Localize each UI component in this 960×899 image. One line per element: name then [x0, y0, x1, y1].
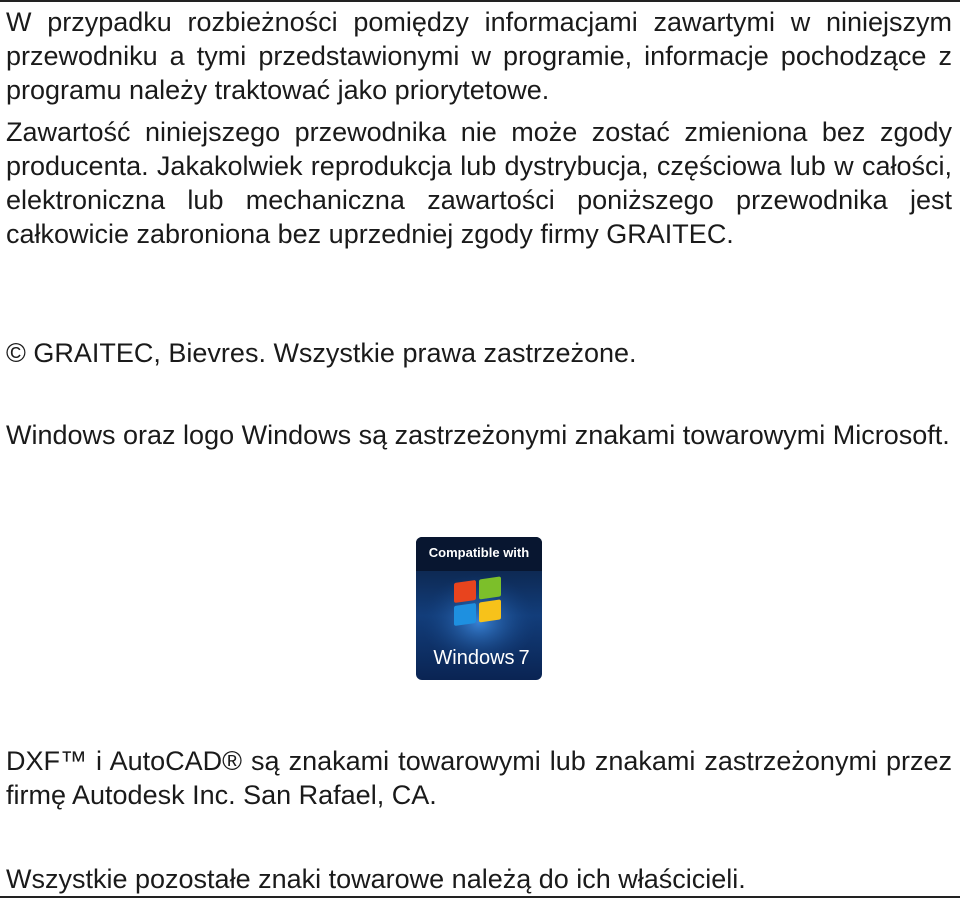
copyright-restriction-paragraph: Zawartość niniejszego przewodnika nie może zostać zmieniona bez zgody producenta. Jakakolwiek reprodukcja lub dystrybucja, częściowa lub w całości, elektroniczna lub mechaniczna zawartości poniższego przewodnika jest całkowicie zabroniona bez uprzedniej zgody firmy GRAITEC.	[6, 117, 952, 249]
bottom-rule	[0, 896, 960, 898]
autocad-trademark-paragraph: DXF™ i AutoCAD® są znakami towarowymi lub znakami zastrzeżonymi przez firmę Autodesk Inc. San Rafael, CA.	[6, 746, 952, 810]
compatible-with-windows7-badge	[416, 537, 542, 680]
badge-top-text: Compatible with	[428, 545, 530, 560]
windows-trademark-paragraph: Windows oraz logo Windows są zastrzeżonymi znakami towarowymi Microsoft.	[6, 420, 950, 450]
other-trademarks-paragraph: Wszystkie pozostałe znaki towarowe należą do ich właścicieli.	[6, 864, 746, 894]
badge-brand-text: Windows	[433, 647, 515, 669]
flag-blue-pane	[454, 603, 476, 626]
discrepancy-paragraph: W przypadku rozbieżności pomiędzy informacjami zawartymi w niniejszym przewodniku a tymi przedstawionymi w programie, informacje pochodzące z programu należy traktować jako priorytetowe.	[6, 7, 952, 105]
windows7-logo-area	[366, 492, 592, 728]
flag-red-pane	[454, 580, 476, 603]
badge-version-text: 7	[518, 647, 530, 669]
flag-green-pane	[479, 576, 501, 599]
copyright-notice: © GRAITEC, Bievres. Wszystkie prawa zastrzeżone.	[6, 338, 637, 368]
flag-yellow-pane	[479, 599, 501, 622]
top-rule	[0, 0, 960, 2]
